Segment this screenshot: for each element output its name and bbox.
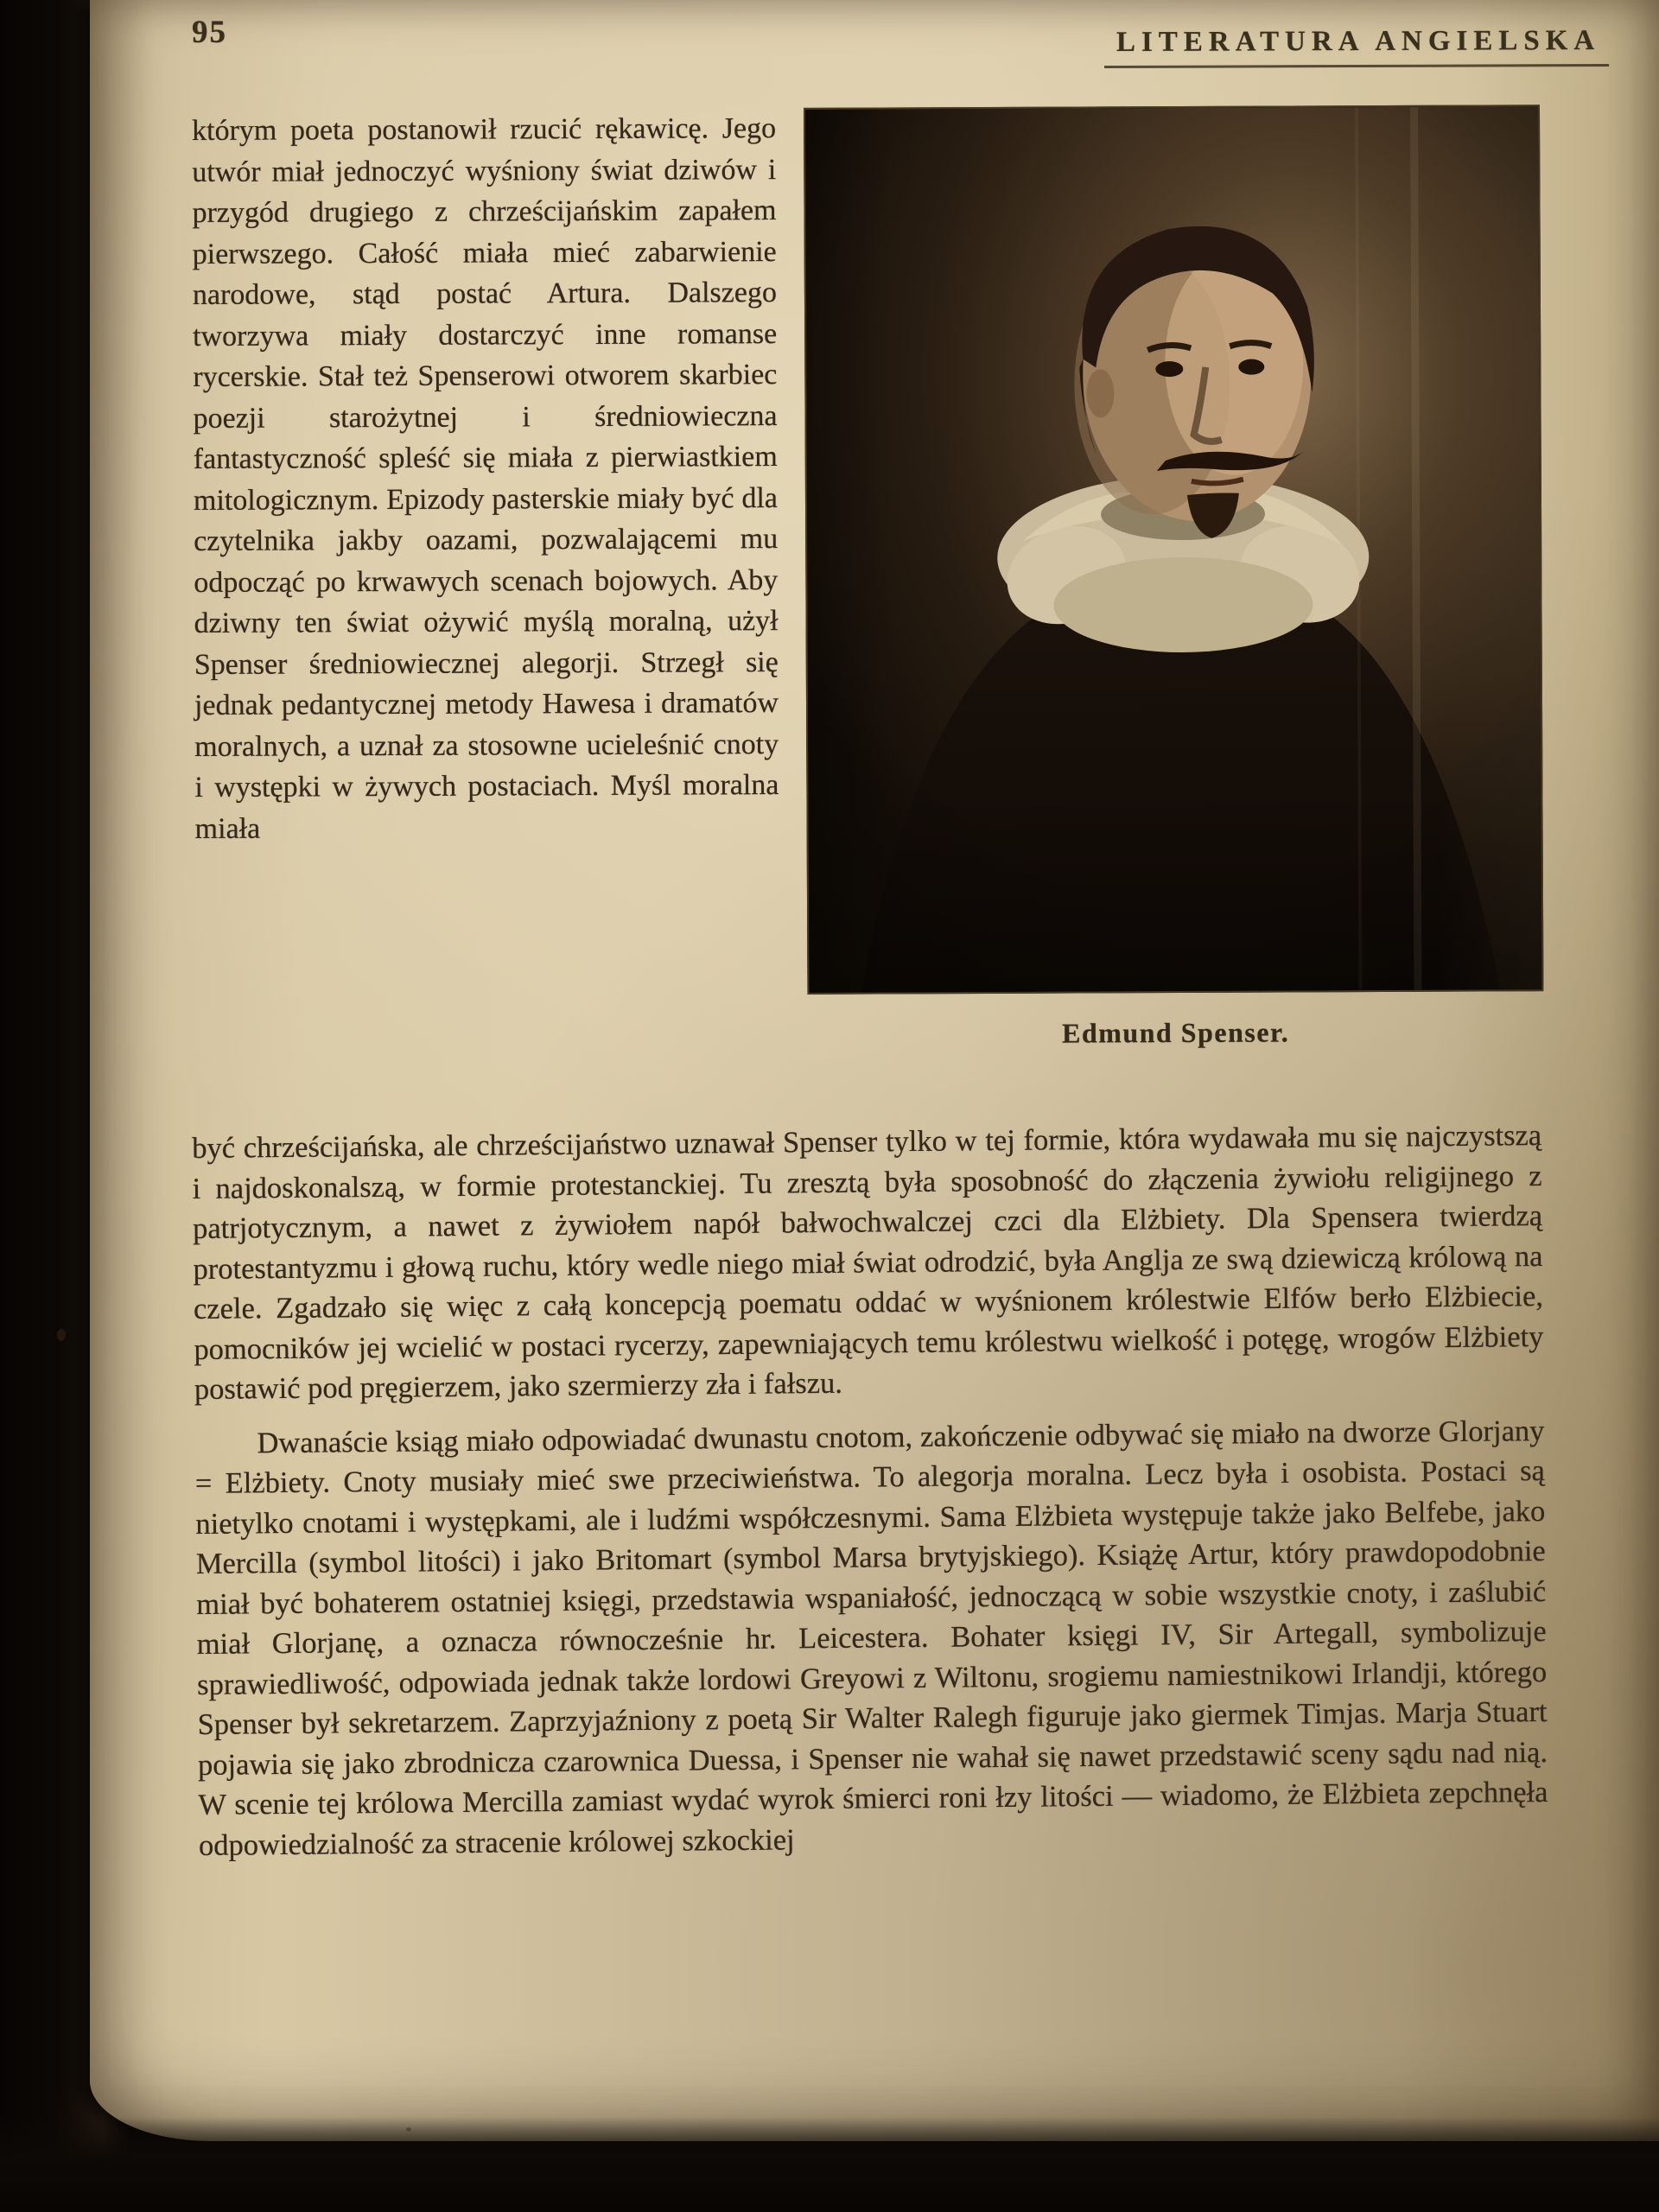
portrait-illustration xyxy=(805,106,1541,993)
ink-speck xyxy=(406,2127,411,2132)
running-header: LITERATURA ANGIELSKA xyxy=(1104,25,1609,68)
paragraph-two: Dwanaście ksiąg miało odpowiadać dwunastu cnotom, zakończenie odbywać się miało na dworze Glorjany = Elżbiety. Cnoty musiały mieć swe przeciwieństwa. To alegorja moralna. Lecz była i osobista. Postaci są nietylko cnotami i występkami, ale i ludźmi współczesnymi. Sama Elżbieta występuje także jako Belfebe, jako Mercilla (symbol litości) i jako Britomart (symbol Marsa brytyjskiego). Książę Artur, który prawdopodobnie miał być bohaterem ostatniej księgi, przedstawia wspaniałość, jednoczącą w sobie wszystkie cnoty, i zaślubić miał Glorjanę, a oznacza równocześnie hr. Leicestera. Bohater księgi IV, Sir Artegall, symbolizuje sprawiedliwość, odpowiada jednak także lordowi Greyowi z Wiltonu, srogiemu namiestnikowi Irlandji, którego Spenser był sekretarzem. Zaprzyjaźniony z poetą Sir Walter Ralegh figuruje jako giermek Timjas. Marja Stuart pojawia się jako zbrodnicza czarownica Duessa, i Spenser nie wahał się nawet przedstawić sceny sądu nad nią. W scenie tej królowa Mercilla zamiast wydać wyrok śmierci roni łzy litości — wiadomo, że Elżbieta zepchnęła odpowiedzialność za stracenie królowej szkockiej xyxy=(194,1414,1548,1862)
lower-text-block xyxy=(192,1116,1548,1866)
paper-page xyxy=(90,0,1659,2141)
left-column-text: którym poeta postanowił rzucić rękawicę. Jego utwór miał jednoczyć wyśniony świat dziwów i przygód drugiego z chrześcijańskim zapałem pierwszego. Całość miała mieć zabarwienie narodowe, stąd postać Artura. Dalszego tworzywa miały dostarczyć inne romanse rycerskie. Stał też Spenserowi otworem skarbiec poezji starożytnej i średniowieczna fantastyczność spleść się miała z pierwiastkiem mitologicznym. Epizody pasterskie miały być dla czytelnika jakby oazami, pozwalającemi mu odpocząć po krwawych scenach bojowych. Aby dziwny ten świat ożywić myślą moralną, użył Spenser średniowiecznej alegorji. Strzegł się jednak pedantycznej metody Hawesa i dramatów moralnych, a uznał za stosowne ucieleśnić cnoty i występki w żywych postaciach. Myśl moralna miała xyxy=(192,112,779,845)
portrait-caption: Edmund Spenser. xyxy=(1061,1016,1290,1049)
page-number: 95 xyxy=(192,15,227,50)
ink-speck xyxy=(57,1329,66,1341)
table-surface xyxy=(0,2117,1659,2212)
portrait-figure xyxy=(805,105,1542,1051)
portrait-image xyxy=(804,105,1543,995)
top-section xyxy=(192,105,1637,1053)
paragraph-continuation: być chrześcijańska, ale chrześcijaństwo uznawał Spenser tylko w tej formie, która wydawała mu się najczystszą i najdoskonalszą, w formie protestanckiej. Tu zresztą była sposobność do złączenia żywiołu religijnego z patrjotycznym, a nawet z żywiołem napół bałwochwalczej czci dla Elżbiety. Dla Spensera twierdzą protestantyzmu i głową ruchu, który wedle niego miał świat odrodzić, była Anglja ze swą dziewiczą królową na czele. Zgadzało się więc z całą koncepcją poematu oddać w wyśnionem królestwie Elfów berło Elżbiecie, pomocników jej wcielić w postaci rycerzy, zapewniających temu królestwu wielkość i potęgę, wrogów Elżbiety postawić pod pręgierzem, jako szermierzy zła i fałszu. xyxy=(192,1119,1544,1406)
